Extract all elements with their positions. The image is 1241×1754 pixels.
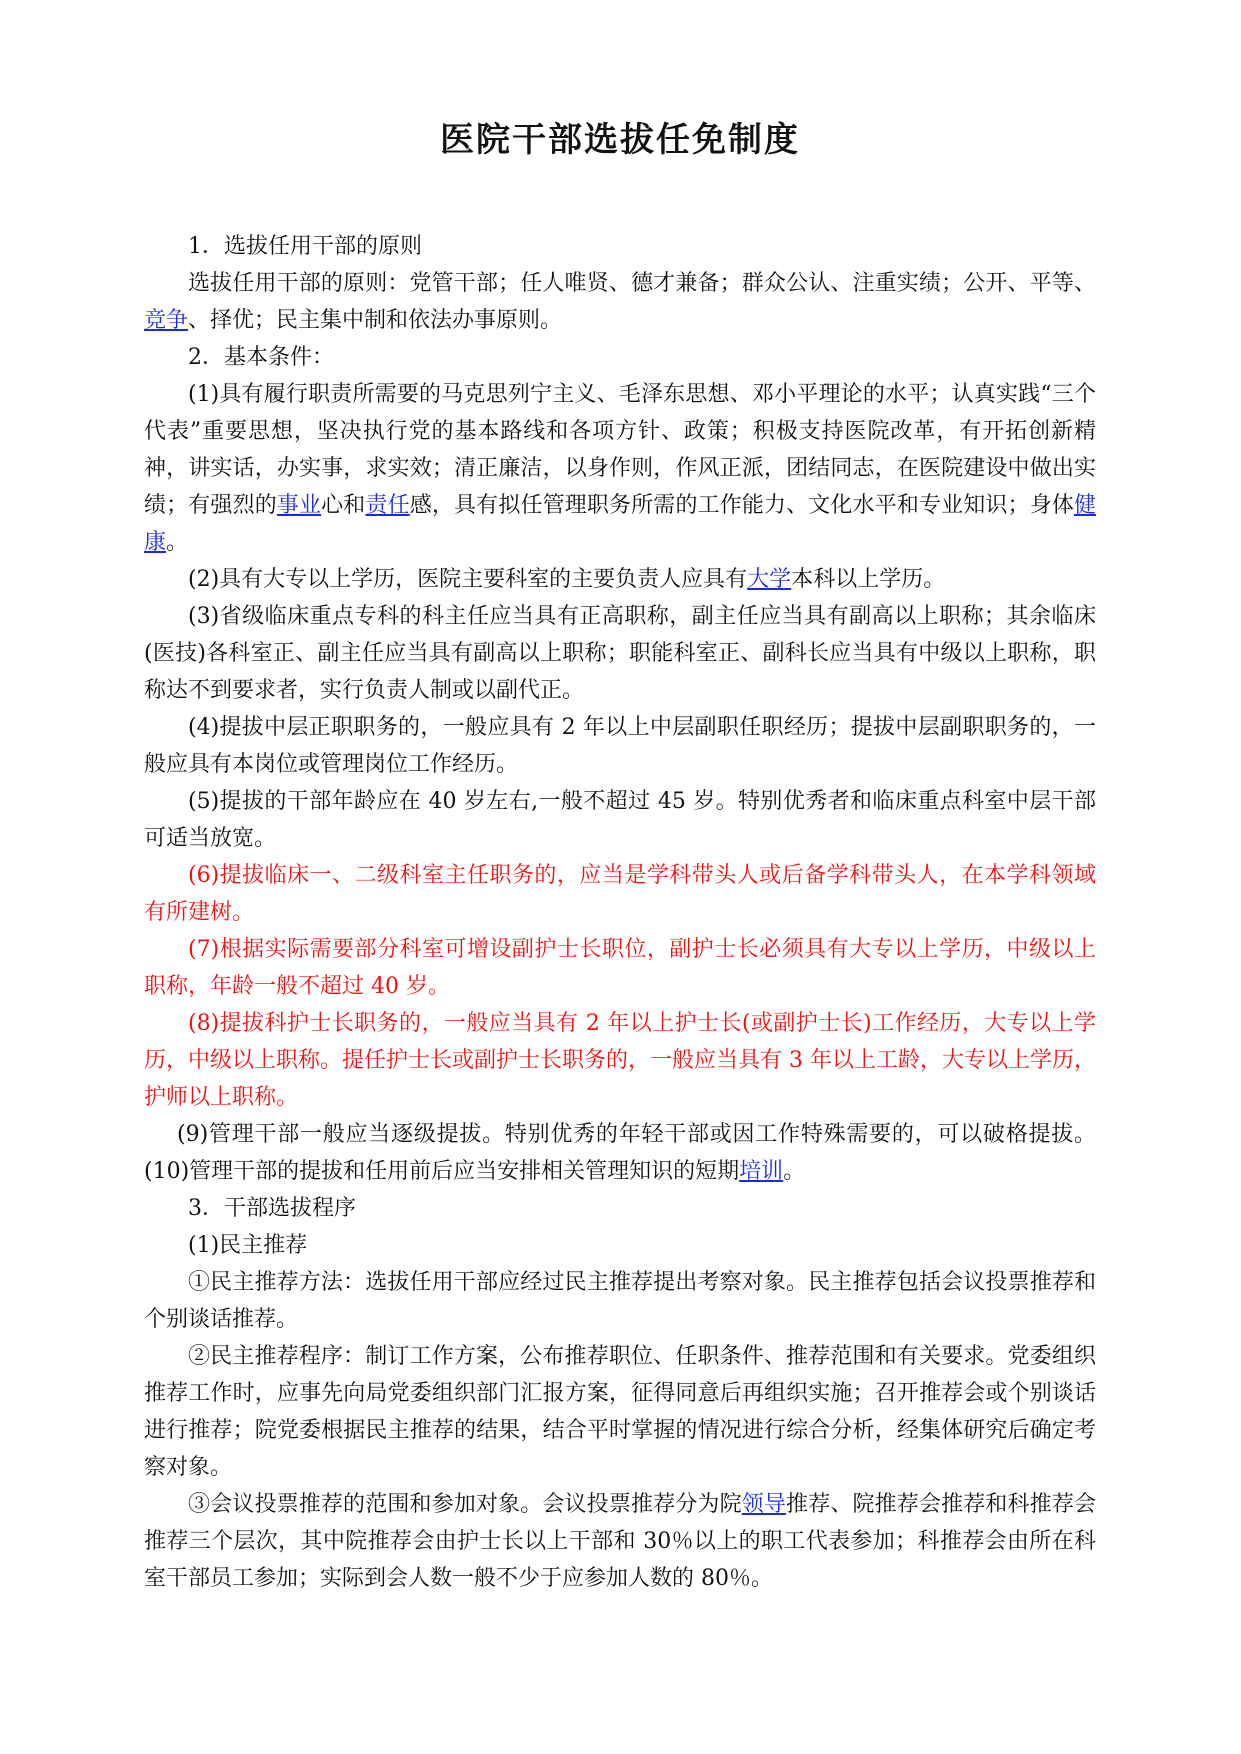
paragraph	[144, 709, 1096, 783]
paragraph-text: 1．选拔任用干部的原则	[188, 234, 422, 259]
paragraph	[144, 1227, 1096, 1264]
paragraph-text: (5)提拔的干部年龄应在 40 岁左右,一般不超过 45 岁。特别优秀者和临床重点科室中层干部可适当放宽。	[144, 789, 1096, 851]
inline-link[interactable]: 培训	[739, 1159, 784, 1184]
paragraph-text: 选拔任用干部的原则：党管干部；任人唯贤、德才兼备；群众公认、注重实绩；公开、平等、	[188, 271, 1096, 296]
document-page	[144, 118, 1096, 1597]
paragraph-text: 心和	[321, 493, 366, 518]
inline-link[interactable]: 领导	[741, 1492, 787, 1517]
paragraph-text: 3．干部选拔程序	[188, 1196, 356, 1221]
paragraph	[144, 783, 1096, 857]
paragraph	[144, 376, 1096, 561]
inline-link[interactable]: 责任	[365, 493, 410, 518]
paragraph-text: (2)具有大专以上学历，医院主要科室的主要负责人应具有	[188, 567, 748, 592]
paragraph	[144, 1264, 1096, 1338]
paragraph-text: (9)管理干部一般应当逐级提拔。特别优秀的年轻干部或因工作特殊需要的，可以破格提拔。(10)管理干部的提拔和任用前后应当安排相关管理知识的短期	[144, 1122, 1096, 1184]
paragraph	[144, 931, 1096, 1005]
paragraph	[144, 1338, 1096, 1486]
document-body	[144, 228, 1096, 1597]
paragraph-text: (8)提拔科护士长职务的，一般应当具有 2 年以上护士长(或副护士长)工作经历，大专以上学历，中级以上职称。提任护士长或副护士长职务的，一般应当具有 3 年以上工龄，大专以上学历，护师以上职称。	[144, 1011, 1096, 1110]
paragraph-text: (3)省级临床重点专科的科主任应当具有正高职称，副主任应当具有副高以上职称；其余临床(医技)各科室正、副主任应当具有副高以上职称；职能科室正、副科长应当具有中级以上职称，职称达不到要求者，实行负责人制或以副代正。	[144, 604, 1096, 703]
inline-link[interactable]: 竞争	[144, 308, 189, 333]
paragraph	[144, 1116, 1096, 1190]
paragraph-text: ③会议投票推荐的范围和参加对象。会议投票推荐分为院	[188, 1492, 742, 1517]
paragraph-text: (4)提拔中层正职职务的，一般应具有 2 年以上中层副职任职经历；提拔中层副职职务的，一般应具有本岗位或管理岗位工作经历。	[144, 715, 1096, 777]
paragraph-text: 2．基本条件：	[188, 345, 334, 370]
inline-link[interactable]: 健康	[144, 493, 1096, 555]
inline-link[interactable]: 大学	[747, 567, 792, 592]
paragraph	[144, 265, 1096, 339]
document-title: 医院干部选拔任免制度	[440, 120, 800, 160]
paragraph-text: 、择优；民主集中制和依法办事原则。	[188, 308, 563, 333]
paragraph	[144, 228, 1096, 265]
paragraph	[144, 561, 1096, 598]
paragraph	[144, 598, 1096, 709]
paragraph-text: (1)民主推荐	[188, 1233, 308, 1258]
paragraph-text: 本科以上学历。	[791, 567, 946, 592]
inline-link[interactable]: 事业	[276, 493, 322, 518]
paragraph-text: 。	[166, 530, 189, 555]
paragraph	[144, 339, 1096, 376]
paragraph-text: ②民主推荐程序：制订工作方案，公布推荐职位、任职条件、推荐范围和有关要求。党委组织推荐工作时，应事先向局党委组织部门汇报方案，征得同意后再组织实施；召开推荐会或个别谈话进行推荐；院党委根据民主推荐的结果，结合平时掌握的情况进行综合分析，经集体研究后确定考察对象。	[144, 1344, 1096, 1480]
paragraph-text: 感，具有拟任管理职务所需的工作能力、文化水平和专业知识；身体	[409, 493, 1074, 518]
paragraph-text: 。	[783, 1159, 806, 1184]
paragraph-text: (6)提拔临床一、二级科室主任职务的，应当是学科带头人或后备学科带头人，在本学科领域有所建树。	[144, 863, 1096, 925]
paragraph-text: ①民主推荐方法：选拔任用干部应经过民主推荐提出考察对象。民主推荐包括会议投票推荐和个别谈话推荐。	[144, 1270, 1096, 1332]
paragraph-text: 推荐、院推荐会推荐和科推荐会推荐三个层次，其中院推荐会由护士长以上干部和 30％以上的职工代表参加；科推荐会由所在科室干部员工参加；实际到会人数一般不少于应参加人数的 80％。	[144, 1492, 1096, 1591]
paragraph-text: (7)根据实际需要部分科室可增设副护士长职位，副护士长必须具有大专以上学历，中级以上职称，年龄一般不超过 40 岁。	[144, 937, 1096, 999]
paragraph	[144, 1190, 1096, 1227]
paragraph	[144, 1005, 1096, 1116]
paragraph-text: (1)具有履行职责所需要的马克思列宁主义、毛泽东思想、邓小平理论的水平；认真实践“三个代表”重要思想，坚决执行党的基本路线和各项方针、政策；积极支持医院改革，有开拓创新精神，讲实话，办实事，求实效；清正廉洁，以身作则，作风正派，团结同志，在医院建设中做出实绩；有强烈的	[144, 382, 1096, 518]
paragraph	[144, 857, 1096, 931]
paragraph	[144, 1486, 1096, 1597]
